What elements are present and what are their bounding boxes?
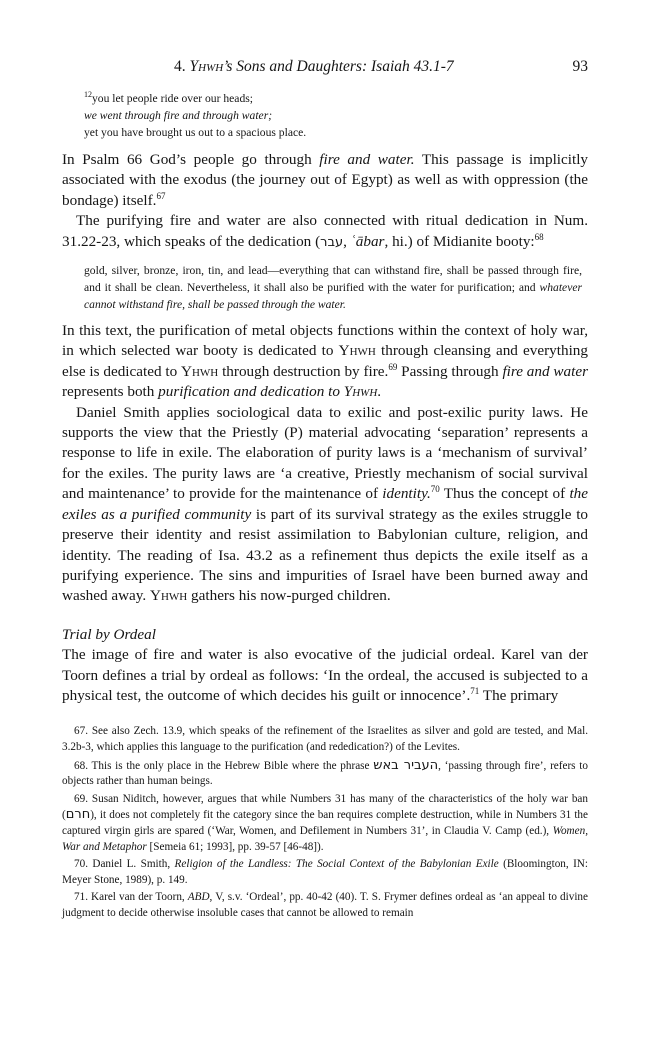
verse-line-3: yet you have brought us out to a spacious place. xyxy=(84,126,307,139)
footnote-70: 70. Daniel L. Smith, Religion of the Landless: The Social Context of the Babylonian Exile (Bloomington, IN: Meyer Stone, 1989), p. 149. xyxy=(62,858,588,886)
hebrew-word: עבר xyxy=(320,234,344,250)
footnote-ref-69: 69 xyxy=(388,361,398,372)
running-header xyxy=(62,58,588,82)
title-yhwh: Yhwh xyxy=(189,58,224,75)
footnote-ref-67: 67 xyxy=(156,190,166,201)
footnote-67: 67. See also Zech. 13.9, which speaks of the refinement of the Israelites as silver and gold are tested, and Mal. 3.2b-3, which applies this language to the purification (and rededication?) of the Levites. xyxy=(62,725,588,753)
paragraph-4: Daniel Smith applies sociological data to exilic and post-exilic purity laws. He supports the view that the Priestly (P) material advocating ‘separation’ represents a response to life in exile. The elaboration of purity laws is a ‘mechanism of survival’ for the exiles. The purity laws are ‘a creative, Priestly mechanism of social survival and maintenance’ to provide for the maintenance of identity.$^{70}$ Thus the concept of the exiles as a purified community is part of its survival strategy as the exiles struggle to preserve their identity and resist assimilation to Babylonian culture, religion, and identity. The reading of Isa. 43.2 as a refinement thus depicts the exile itself as a purifying experience. The sins and impurities of Israel have been burned away and washed away. Yhwh gathers his now-purged children. xyxy=(62,403,589,605)
footnote-68: 68. This is the only place in the Hebrew Bible where the phrase העביר באש, ‘passing through fire’, refers to objects rather than human beings. xyxy=(62,757,588,788)
footnote-71: 71. Karel van der Toorn, ABD, V, s.v. ‘Ordeal’, pp. 40-42 (40). T. S. Frymer defines ordeal as ‘an appeal to divine judgment to decide otherwise insoluble cases that cannot be allowed to remain xyxy=(62,891,588,919)
paragraph-1: In Psalm 66 God’s people go through fire and water. This passage is implicitly associated with the exodus (the journey out of Egypt) as well as with oppression (the bondage) itself.$^{67}$ xyxy=(62,151,589,209)
verse-line-1: $^{12}$you let people ride over our heads; xyxy=(84,90,253,105)
transliteration: ʿābar xyxy=(350,232,385,250)
footnote-ref-71: 71 xyxy=(470,685,480,696)
title-rest: ’s Sons and Daughters: Isaiah 43.1-7 xyxy=(223,58,454,75)
page-number: 93 xyxy=(572,58,588,75)
running-title xyxy=(174,58,454,76)
footnotes xyxy=(62,724,588,921)
chapter-prefix: 4. xyxy=(174,58,190,75)
paragraph-5: The image of fire and water is also evocative of the judicial ordeal. Karel van der Toorn defines a trial by ordeal as follows: ‘In the ordeal, the accused is subjected to a physical test, the outcome of which decides his guilt or innocence’.$^{71}$ The primary xyxy=(62,646,588,704)
verse-line-2: we went through fire and through water; xyxy=(84,109,273,122)
footnote-ref-68: 68 xyxy=(534,231,544,242)
section-heading: Trial by Ordeal xyxy=(62,625,156,643)
footnote-69: 69. Susan Niditch, however, argues that while Numbers 31 has many of the characteristics of the holy war ban (חרם), it does not completely fit the category since the ban requires complete destruction, while in Numbers 31 the captured virgin girls are spared (‘War, Women, and Defilement in Numbers 31’, in Claudia V. Camp (ed.), Women, War and Metaphor [Semeia 61; 1993], pp. 39-57 [46-48]). xyxy=(62,792,588,853)
footnote-ref-70: 70 xyxy=(430,484,440,495)
paragraph-3: In this text, the purification of metal objects functions within the context of holy war, in which selected war booty is dedicated to Yhwh through cleansing and everything else is dedicated to Yhwh through destruction by fire.$^{69}$ Passing through fire and water represents both purification and dedication to Yhwh. xyxy=(62,322,588,401)
verse-number: 12 xyxy=(84,90,92,100)
block-quote: gold, silver, bronze, iron, tin, and lead—everything that can withstand fire, shall be passed through fire, and it shall be clean. Nevertheless, it shall also be purified with the water for purification; and whatever cannot withstand fire, shall be passed through the water. xyxy=(84,264,582,312)
book-page xyxy=(62,58,588,923)
psalm-quote xyxy=(84,90,588,141)
paragraph-2: The purifying fire and water are also connected with ritual dedication in Num. 31.22-23, which speaks of the dedication (עבר, ʿābar, hi.) of Midianite booty:$^{68}$ xyxy=(62,212,588,250)
